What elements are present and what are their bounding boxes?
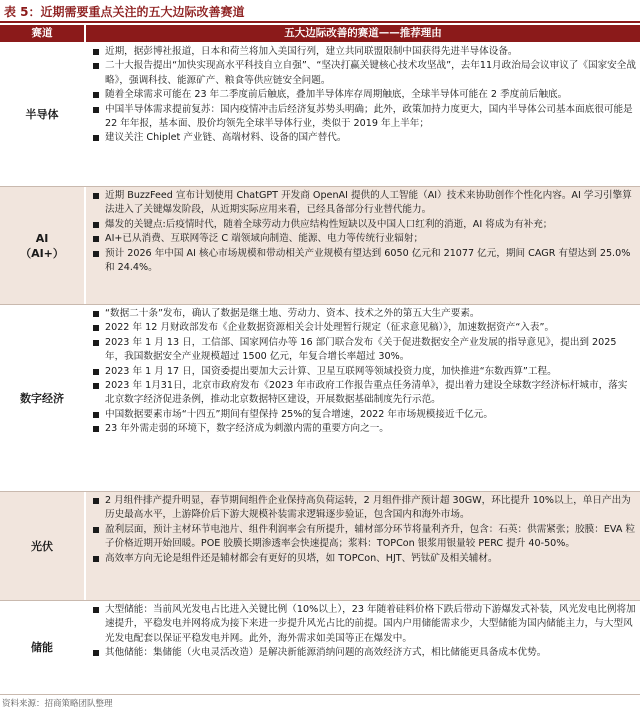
list-item: AI+已从消费、互联网等泛 C 端领域向制造、能源、电力等传统行业辐射；	[92, 232, 636, 246]
list-item: 2023 年 1月31日，北京市政府发布《2023 年市政府工作报告重点任务清单》，提出着力建设全球数字经济标杆城市，落实北京数字经济促进条例，推动北京数据特区建设，开展数据基础制度先行示范。	[92, 379, 636, 408]
list-item: 爆发的关键点:后疫情时代，随着全球劳动力供应结构性短缺以及中国人口红利的消逝，AI 将成为有补充；	[92, 218, 636, 232]
row-label-energy-storage	[0, 601, 84, 694]
list-item: 盈利层面，预计主材环节电池片、组件利润率会有所提升，辅材部分环节将量利齐升，包含：石英：供需紧张；胶膜：EVA 粒子价格近期开始回暖。POE 胶膜长期渗透率会快速提高；浆料：TOPCon 银浆用银量较 PERC 提升 40-50%。	[92, 523, 636, 552]
list-item: 二十大报告提出“加快实现高水平科技自立自强”、“坚决打赢关键核心技术攻坚战”，去年11月政治局会议审议了《国家安全战略》，强调科技、能源矿产、粮食等供应链安全问题。	[92, 59, 636, 88]
list-item: 中国半导体需求提前复苏：国内疫情冲击后经济复苏势头明确；此外，政策加持力度更大，国内半导体公司基本面底很可能是 22 年年报，基本面、股价均领先全球半导体行业，类似于 2019 年上半年；	[92, 103, 636, 132]
row-label-photovoltaic	[0, 492, 84, 600]
table-title: 表 5：近期需要重点关注的五大边际改善赛道	[4, 5, 245, 19]
list-item: 中国数据要素市场“十四五”期间有望保持 25%的复合增速，2022 年市场规模接近千亿元。	[92, 408, 636, 422]
row-content-ai	[86, 187, 640, 304]
list-item: 近期，据彭博社报道，日本和荷兰将加入美国行列，建立共同联盟限制中国获得先进半导体设备。	[92, 45, 636, 59]
list-item: 2023 年 1 月 17 日，国资委提出要加大云计算、卫星互联网等领域投资力度，加快推进“东数西算”工程。	[92, 365, 636, 379]
header-reason: 五大边际改善的赛道——推荐理由	[86, 25, 640, 42]
row-label-text: 半导体	[25, 108, 59, 121]
row-content-photovoltaic	[86, 492, 640, 600]
title-rule	[0, 21, 640, 23]
list-item: 其他储能：集储能（火电灵活改造）是解决新能源消纳问题的高效经济方式，相比储能更具备成本优势。	[92, 646, 636, 660]
row-content-energy-storage	[86, 601, 640, 694]
list-item: 预计 2026 年中国 AI 核心市场规模和带动相关产业规模有望达到 6050 亿元和 21077 亿元，期间 CAGR 有望达到 25.0%和 24.4%。	[92, 247, 636, 276]
list-item: 建议关注 Chiplet 产业链、高端材料、设备的国产替代。	[92, 131, 636, 145]
row-label-text: AI	[35, 231, 49, 245]
row-label-text: 光伏	[31, 539, 53, 553]
row-content-semiconductor	[86, 43, 640, 186]
source-note: 资料来源：招商策略团队整理	[2, 699, 113, 709]
list-item: 高效率方向无论是组件还是辅材都会有更好的贝塔，如 TOPCon、HJT、钙钛矿及相关辅材。	[92, 552, 636, 566]
row-label-text: 储能	[31, 641, 53, 654]
list-item: 大型储能：当前风光发电占比进入关键比例（10%以上），23 年随着硅料价格下跌后带动下游爆发式补装，风光发电比例将加速提升，平稳发电并网将成为接下来进一步提升风光占比的前提。国内户用储能需求少，大型储能为国内储能主力，与大型风光发电配套以保证平稳发电并网。此外，海外需求如美国等正在爆发中。	[92, 603, 636, 646]
list-item: 2022 年 12 月财政部发布《企业数据资源相关会计处理暂行规定（征求意见稿）》，加速数据资产“入表”。	[92, 321, 636, 335]
row-label-semiconductor	[0, 43, 84, 186]
header-track: 赛道	[0, 25, 84, 42]
list-item: 23 年外需走弱的环境下，数字经济成为刺激内需的重要方向之一。	[92, 422, 636, 436]
row-label-digital-economy	[0, 305, 84, 491]
list-item: 2023 年 1 月 13 日，工信部、国家网信办等 16 部门联合发布《关于促进数据安全产业发展的指导意见》，提出到 2025 年，我国数据安全产业规模超过 1500 亿元，年复合增长率超过 30%。	[92, 336, 636, 365]
list-item: 2 月组件排产提升明显，春节期间组件企业保持高负荷运转，2 月组件排产预计超 30GW，环比提升 10%以上，单日产出为历史最高水平，上游降价后下游大规模补装需求逻辑逐步验证，包含国内和海外市场。	[92, 494, 636, 523]
row-content-digital-economy	[86, 305, 640, 491]
row-label-text: 数字经济	[20, 391, 64, 405]
row-label-subtext: （AI+）	[20, 246, 64, 260]
row-divider	[0, 694, 640, 695]
list-item: 近期 BuzzFeed 宣布计划使用 ChatGPT 开发商 OpenAI 提供的人工智能（AI）技术来协助创作个性化内容。AI 学习引擎算法进入了关键爆发阶段，从近期实际应用来看，已经具备部分行业替代能力。	[92, 189, 636, 218]
row-label-ai	[0, 187, 84, 304]
list-item: 随着全球需求可能在 23 年二季度前后触底，叠加半导体库存周期触底，全球半导体可能在 2 季度前后触底。	[92, 88, 636, 102]
list-item: “数据二十条”发布，确认了数据是继土地、劳动力、资本、技术之外的第五大生产要素。	[92, 307, 636, 321]
